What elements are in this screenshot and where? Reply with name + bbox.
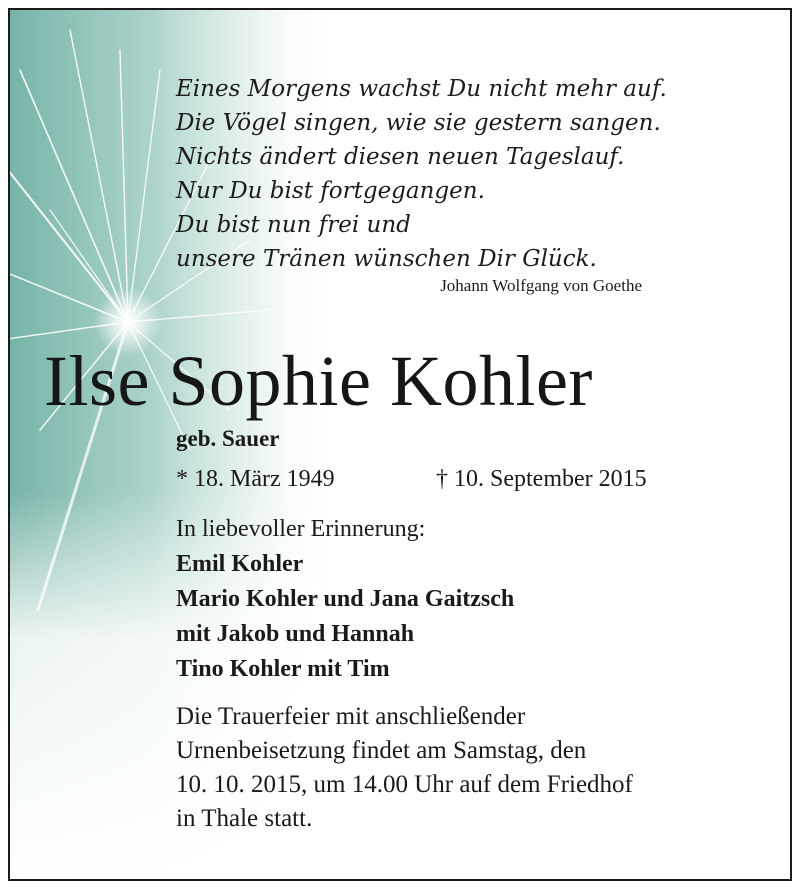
service-line: Die Trauerfeier mit anschließender [176,703,526,730]
poem-line: Nichts ändert diesen neuen Tageslauf. [176,144,625,170]
obituary-card [8,8,792,881]
service-line: 10. 10. 2015, um 14.00 Uhr auf dem Friedhof [176,771,633,798]
poem-author: Johann Wolfgang von Goethe [440,276,642,295]
mourners-block [176,512,776,687]
service-line: Urnenbeisetzung findet am Samstag, den [176,737,587,764]
death-date: † 10. September 2015 [436,466,647,492]
birth-date: * 18. März 1949 [176,466,335,492]
maiden-name: geb. Sauer [176,426,280,451]
deceased-name: Ilse Sophie Kohler [44,341,593,421]
memory-intro: In liebevoller Erinnerung: [176,516,426,542]
mourner-name: Emil Kohler [176,551,304,577]
poem-line: Die Vögel singen, wie sie gestern sangen. [176,110,661,136]
poem [176,72,776,276]
mourner-name: Mario Kohler und Jana Gaitzsch [176,586,515,612]
obituary-content [10,10,792,881]
service-line: in Thale statt. [176,805,313,832]
life-dates [176,466,736,500]
poem-line: Nur Du bist fortgegangen. [176,178,485,204]
mourner-name: Tino Kohler mit Tim [176,656,390,682]
funeral-service-notice [176,700,776,836]
poem-line: Du bist nun frei und [176,212,411,238]
poem-line: Eines Morgens wachst Du nicht mehr auf. [176,76,667,102]
mourner-name: mit Jakob und Hannah [176,621,415,647]
poem-line: unsere Tränen wünschen Dir Glück. [176,246,597,272]
